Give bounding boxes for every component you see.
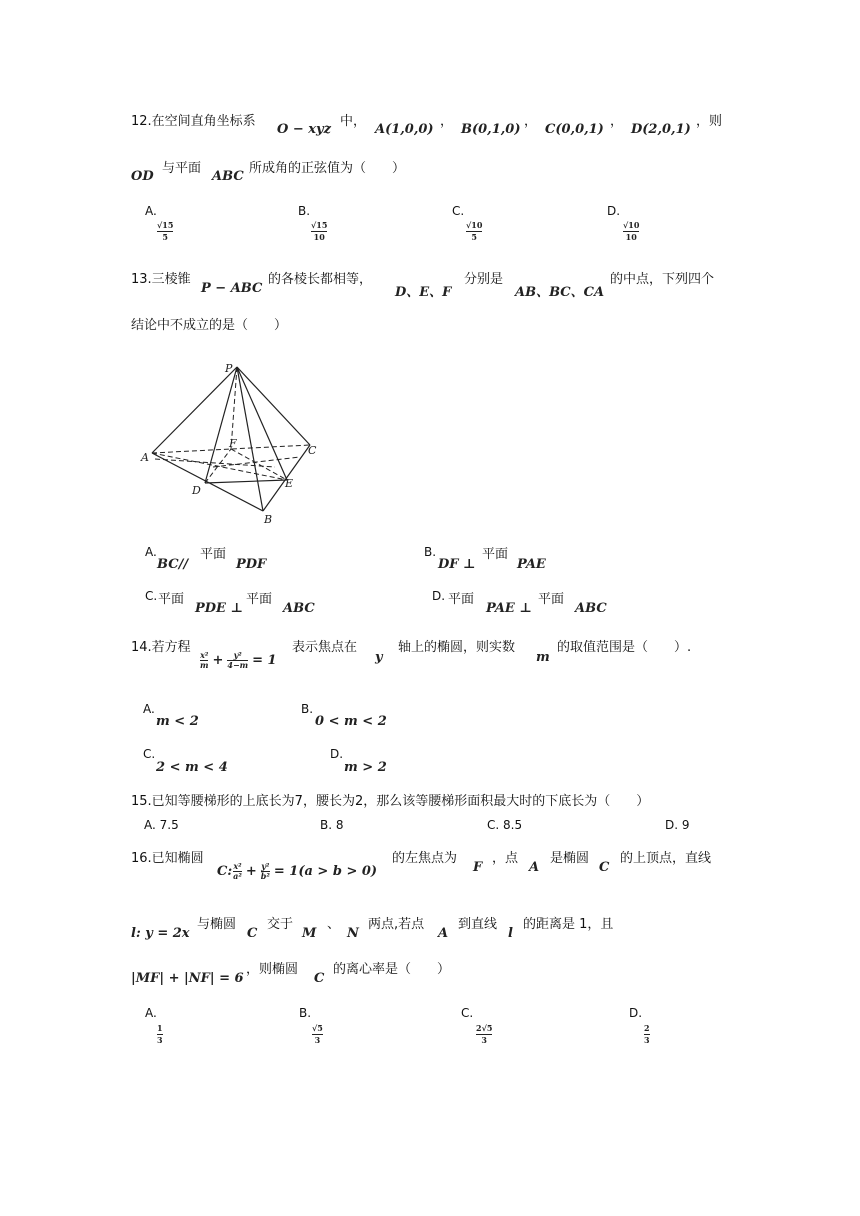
tetrahedron-figure [135, 355, 335, 530]
q12-math-point-a: A(1,0,0) [375, 122, 434, 137]
q14-option-b-math: 0 < m < 2 [315, 714, 387, 729]
q15-option-d: D. 9 [665, 818, 690, 832]
q13-math-edges: AB、BC、CA [515, 285, 605, 300]
q14-text-2: 表示焦点在 [292, 640, 358, 655]
q13-option-c-text: 平面 [246, 592, 273, 607]
q16-math-c-3: C [314, 971, 325, 986]
q12-sep-2: ， [524, 114, 538, 129]
q14-equation: x² m + y² 4−m = 1 [200, 650, 277, 670]
q16-math-line: l: y = 2x [131, 926, 190, 941]
q12-math-point-d: D(2,0,1) [631, 122, 691, 137]
q16-math-l: l [508, 926, 513, 941]
q12-sep-3: ， [610, 114, 624, 129]
q12-text-1: 12.在空间直角坐标系 [131, 114, 256, 129]
q14-option-b-label: B. [301, 702, 314, 716]
q13-option-a-math-2: PDF [236, 557, 267, 572]
q13-option-a-text: 平面 [200, 547, 227, 562]
q15-option-b: B. 8 [320, 818, 344, 832]
q13-option-b-math-2: PAE [517, 557, 546, 572]
q15-option-c: C. 8.5 [487, 818, 523, 832]
q12-option-c-value: √10 5 [466, 220, 483, 242]
q12-sep-1: ， [440, 114, 454, 129]
q16-text-3: ，点 [492, 851, 519, 866]
q13-option-d-text: 平面 [538, 592, 565, 607]
q14-text-3: 轴上的椭圆，则实数 [398, 640, 516, 655]
q13-option-d-label: D. [432, 589, 446, 603]
q12-text-4: 与平面 [162, 161, 202, 176]
q14-math-m: m [536, 650, 550, 665]
q16-math-c-2: C [247, 926, 258, 941]
q12-math-od: OD [131, 169, 154, 184]
vertex-label-e: E [285, 477, 294, 490]
q12-math-abc: ABC [212, 169, 244, 184]
vertex-label-c: C [308, 444, 317, 457]
q16-text-1: 16.已知椭圆 [131, 851, 204, 866]
q13-math-pabc: P − ABC [201, 281, 263, 296]
q13-option-b-text: 平面 [482, 547, 509, 562]
q13-option-d-math-2: ABC [575, 601, 607, 616]
q13-option-c-math-1: PDE ⊥ [195, 601, 243, 616]
q13-option-d-pre: 平面 [448, 592, 475, 607]
vertex-label-a: A [141, 451, 149, 464]
q12-math-point-b: B(0,1,0) [461, 122, 521, 137]
q16-text-8: 、 [327, 917, 341, 932]
q16-math-a: A [529, 860, 540, 875]
q13-math-def: D、E、F [395, 285, 452, 300]
q13-option-b-math-1: DF ⊥ [438, 557, 476, 572]
q14-option-d-math: m > 2 [344, 760, 387, 775]
q16-math-n: N [347, 926, 359, 941]
q16-text-6: 与椭圆 [197, 917, 237, 932]
q15-text: 15.已知等腰梯形的上底长为7，腰长为2，那么该等腰梯形面积最大时的下底长为（ ） [131, 794, 650, 809]
q16-math-m: M [302, 926, 317, 941]
q12-option-d-label: D. [607, 204, 621, 218]
q16-text-7: 交于 [267, 917, 294, 932]
q12-text-2: 中， [340, 114, 367, 129]
q12-math-point-c: C(0,0,1) [545, 122, 604, 137]
q14-option-a-label: A. [143, 702, 155, 716]
q16-option-b-value: √5 3 [312, 1023, 323, 1045]
q14-option-c-label: C. [143, 747, 156, 761]
q13-option-c-pre: 平面 [158, 592, 185, 607]
q13-option-d-math-1: PAE ⊥ [486, 601, 532, 616]
q16-option-b-label: B. [299, 1006, 312, 1020]
q13-text-2: 的各棱长都相等， [268, 272, 373, 287]
q16-math-a-2: A [438, 926, 449, 941]
q13-option-c-math-2: ABC [283, 601, 315, 616]
q16-text-4: 是椭圆 [550, 851, 590, 866]
q13-text-1: 13.三棱锥 [131, 272, 191, 287]
q12-math-system: O − xyz [277, 122, 331, 137]
vertex-label-b: B [264, 513, 273, 526]
q12-text-3: ，则 [696, 114, 723, 129]
q16-math-f: F [473, 860, 483, 875]
vertex-label-d: D [192, 484, 201, 497]
q12-option-d-value: √10 10 [623, 220, 640, 242]
q14-option-d-label: D. [330, 747, 344, 761]
q13-option-c-label: C. [145, 589, 158, 603]
q16-option-c-label: C. [461, 1006, 474, 1020]
q16-text-11: 的距离是 1，且 [523, 917, 614, 932]
q13-option-b-label: B. [424, 545, 437, 559]
q12-option-b-value: √15 10 [311, 220, 328, 242]
q16-text-2: 的左焦点为 [392, 851, 458, 866]
q14-option-c-math: 2 < m < 4 [156, 760, 228, 775]
q12-option-c-label: C. [452, 204, 465, 218]
q16-math-condition: |MF| + |NF| = 6 [131, 971, 244, 986]
q16-option-a-value: 1 3 [157, 1023, 163, 1045]
q16-ellipse-equation: C: x² a² + y² b² = 1(a > b > 0) [217, 861, 378, 881]
q16-option-d-value: 2 3 [644, 1023, 650, 1045]
q13-text-5: 结论中不成立的是（ ） [131, 318, 288, 333]
q16-text-5: 的上顶点，直线 [620, 851, 712, 866]
q16-text-10: 到直线 [458, 917, 498, 932]
q16-text-9: 两点,若点 [368, 917, 425, 932]
vertex-label-f: F [229, 437, 237, 450]
q14-text-4: 的取值范围是（ ）. [557, 640, 692, 655]
q12-option-b-label: B. [298, 204, 311, 218]
q16-text-12: ，则椭圆 [246, 962, 299, 977]
q13-text-4: 的中点，下列四个 [610, 272, 715, 287]
q12-option-a-value: √15 5 [157, 220, 174, 242]
q16-option-a-label: A. [145, 1006, 157, 1020]
q16-text-13: 的离心率是（ ） [333, 962, 451, 977]
q16-option-d-label: D. [629, 1006, 643, 1020]
q12-option-a-label: A. [145, 204, 157, 218]
q12-text-5: 所成角的正弦值为（ ） [249, 161, 406, 176]
vertex-label-p: P [225, 362, 233, 375]
q14-text-1: 14.若方程 [131, 640, 191, 655]
q14-math-y: y [375, 650, 383, 665]
q13-option-a-math-1: BC// [157, 557, 189, 572]
q16-math-c: C [599, 860, 610, 875]
q13-text-3: 分别是 [464, 272, 504, 287]
q16-option-c-value: 2√5 3 [476, 1023, 493, 1045]
q13-option-a-label: A. [145, 545, 157, 559]
q15-option-a: A. 7.5 [144, 818, 179, 832]
q14-option-a-math: m < 2 [156, 714, 199, 729]
